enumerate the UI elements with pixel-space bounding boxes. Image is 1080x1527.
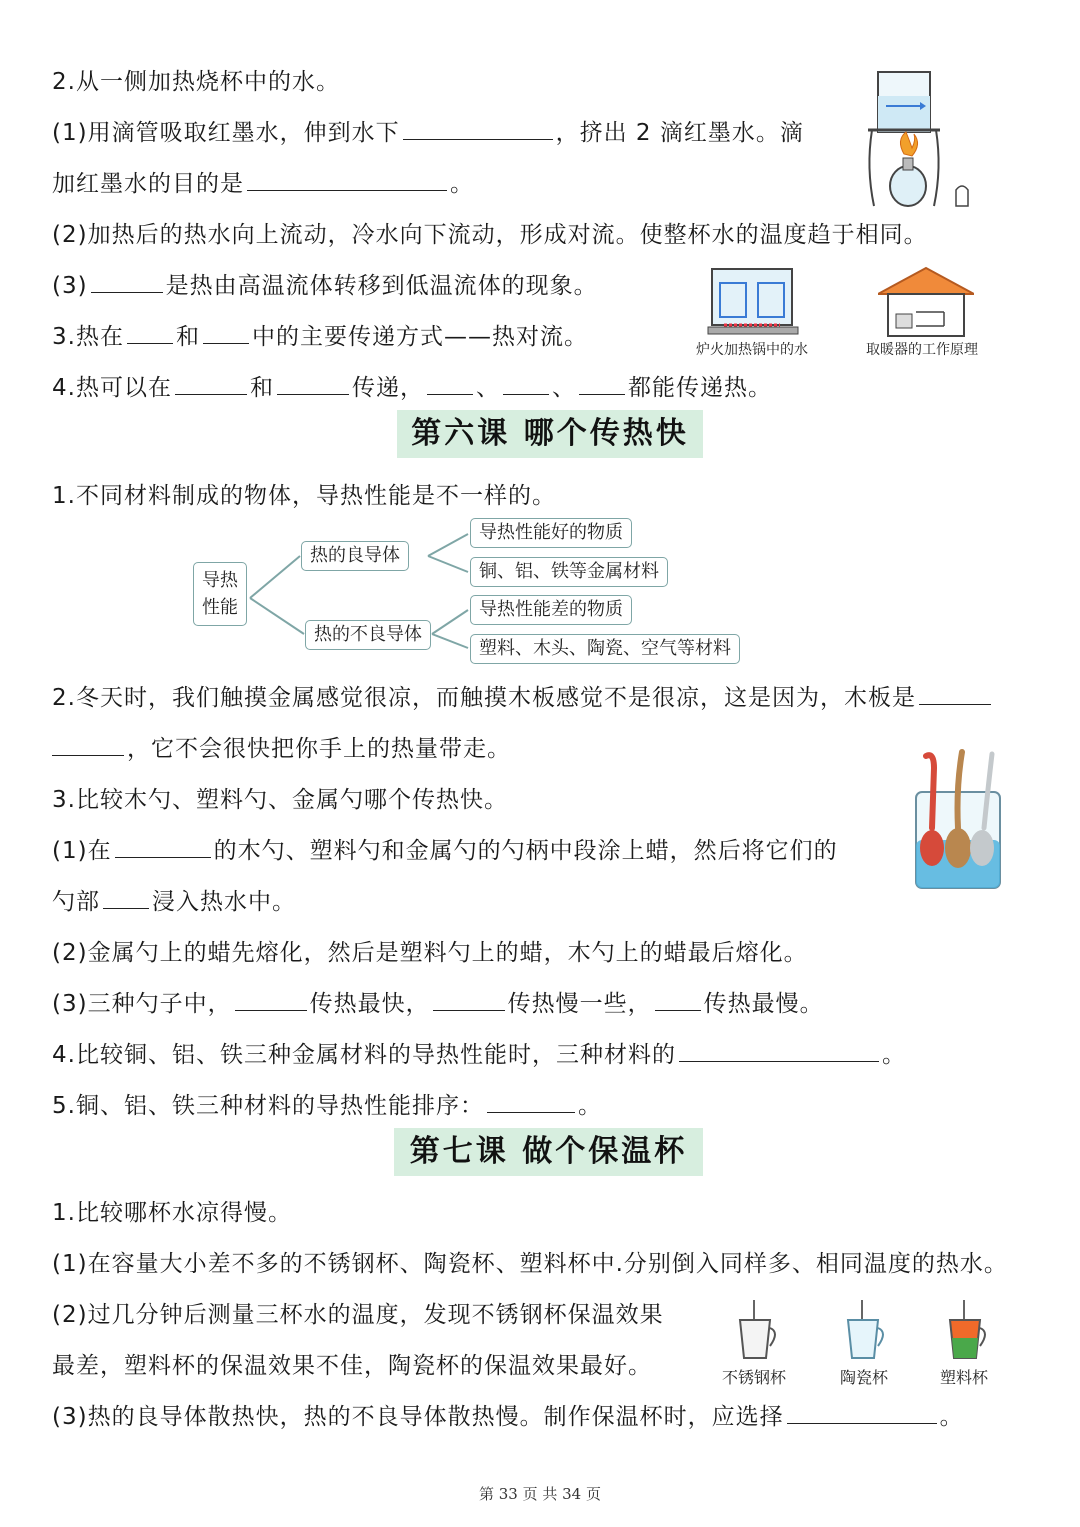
answer-blank[interactable]: [235, 988, 307, 1011]
answer-blank[interactable]: [175, 372, 247, 395]
answer-blank[interactable]: [403, 117, 553, 140]
lesson6-item-3-2: (2)金属勺上的蜡先熔化，然后是塑料勺上的蜡，木勺上的蜡最后熔化。: [52, 940, 808, 966]
answer-blank[interactable]: [919, 682, 991, 705]
lesson6-item-3-1-cont: 勺部 浸入热水中。: [52, 886, 296, 918]
concept-map-poor-conductor: 热的不良导体: [305, 620, 431, 650]
answer-blank[interactable]: [247, 168, 447, 191]
lesson7-item-1-2-cont: 最差，塑料杯的保温效果不佳，陶瓷杯的保温效果最好。: [52, 1353, 652, 1379]
answer-blank[interactable]: [655, 988, 701, 1011]
ceramic-cup-icon: [842, 1298, 892, 1360]
item-2-1: (1)用滴管吸取红墨水，伸到水下 ，挤出 2 滴红墨水。滴: [52, 117, 804, 149]
lesson7-item-1-1: (1)在容量大小差不多的不锈钢杯、陶瓷杯、塑料杯中.分别倒入同样多、相同温度的热水。: [52, 1251, 1008, 1277]
stainless-cup-icon: [734, 1298, 784, 1360]
pot-on-stove-illustration: [704, 265, 804, 337]
answer-blank[interactable]: [487, 1090, 575, 1113]
house-heater-illustration: [878, 266, 974, 338]
lesson6-item-3-3: (3)三种勺子中， 传热最快， 传热慢一些， 传热最慢。: [52, 988, 824, 1020]
lesson6-item-3-1: (1)在 的木勺、塑料勺和金属勺的勺柄中段涂上蜡，然后将它们的: [52, 835, 838, 867]
item-2-2: (2)加热后的热水向上流动，冷水向下流动，形成对流。使整杯水的温度趋于相同。: [52, 222, 928, 248]
cup-caption-stainless: 不锈钢杯: [722, 1368, 787, 1387]
concept-map-root: 导热 性能: [193, 562, 247, 626]
item-2-heading: 2.从一侧加热烧杯中的水。: [52, 69, 340, 95]
concept-map-poor-1: 导热性能差的物质: [470, 595, 632, 625]
cup-caption-ceramic: 陶瓷杯: [840, 1368, 889, 1387]
concept-map-good-1: 导热性能好的物质: [470, 518, 632, 548]
answer-blank[interactable]: [427, 372, 473, 395]
answer-blank[interactable]: [503, 372, 549, 395]
answer-blank[interactable]: [127, 321, 173, 344]
pot-caption: 炉火加热锅中的水: [696, 342, 808, 358]
lesson6-item-2-cont: ，它不会很快把你手上的热量带走。: [52, 733, 511, 765]
lesson7-item-1-2: (2)过几分钟后测量三杯水的温度，发现不锈钢杯保温效果: [52, 1302, 664, 1328]
page-footer: 第 33 页 共 34 页: [478, 1485, 601, 1503]
item-3: 3.热在 和 中的主要传递方式——热对流。: [52, 321, 588, 353]
heater-caption: 取暖器的工作原理: [866, 342, 978, 358]
lesson7-item-1-3: (3)热的良导体散热快，热的不良导体散热慢。制作保温杯时，应选择 。: [52, 1401, 964, 1433]
lesson6-item-1: 1.不同材料制成的物体，导热性能是不一样的。: [52, 483, 556, 509]
answer-blank[interactable]: [787, 1401, 937, 1424]
lesson7-item-1: 1.比较哪杯水凉得慢。: [52, 1200, 292, 1226]
item-2-1-cont: 加红墨水的目的是 。: [52, 168, 474, 200]
answer-blank[interactable]: [579, 372, 625, 395]
item-4: 4.热可以在 和 传递， 、 、 都能传递热。: [52, 372, 772, 404]
lesson6-item-2: 2.冬天时，我们触摸金属感觉很凉，而触摸木板感觉不是很凉，这是因为，木板是: [52, 682, 994, 714]
answer-blank[interactable]: [52, 733, 124, 756]
concept-map-good-2: 铜、铝、铁等金属材料: [470, 557, 668, 587]
answer-blank[interactable]: [91, 270, 163, 293]
answer-blank[interactable]: [115, 835, 211, 858]
beaker-burner-illustration: [860, 68, 980, 218]
lesson6-item-4: 4.比较铜、铝、铁三种金属材料的导热性能时，三种材料的 。: [52, 1039, 906, 1071]
concept-map-poor-2: 塑料、木头、陶瓷、空气等材料: [470, 634, 740, 664]
answer-blank[interactable]: [103, 886, 149, 909]
lesson6-item-5: 5.铜、铝、铁三种材料的导热性能排序： 。: [52, 1090, 602, 1122]
lesson7-title: 第七课 做个保温杯: [394, 1128, 703, 1176]
plastic-cup-icon: [944, 1298, 994, 1360]
answer-blank[interactable]: [277, 372, 349, 395]
answer-blank[interactable]: [203, 321, 249, 344]
spoons-in-glass-illustration: [908, 748, 1008, 893]
item-2-3: (3) 是热由高温流体转移到低温流体的现象。: [52, 270, 598, 302]
answer-blank[interactable]: [679, 1039, 879, 1062]
answer-blank[interactable]: [433, 988, 505, 1011]
lesson6-item-3: 3.比较木勺、塑料勺、金属勺哪个传热快。: [52, 787, 508, 813]
lesson6-title: 第六课 哪个传热快: [397, 410, 703, 458]
cup-caption-plastic: 塑料杯: [940, 1368, 989, 1387]
concept-map-good-conductor: 热的良导体: [301, 541, 409, 571]
